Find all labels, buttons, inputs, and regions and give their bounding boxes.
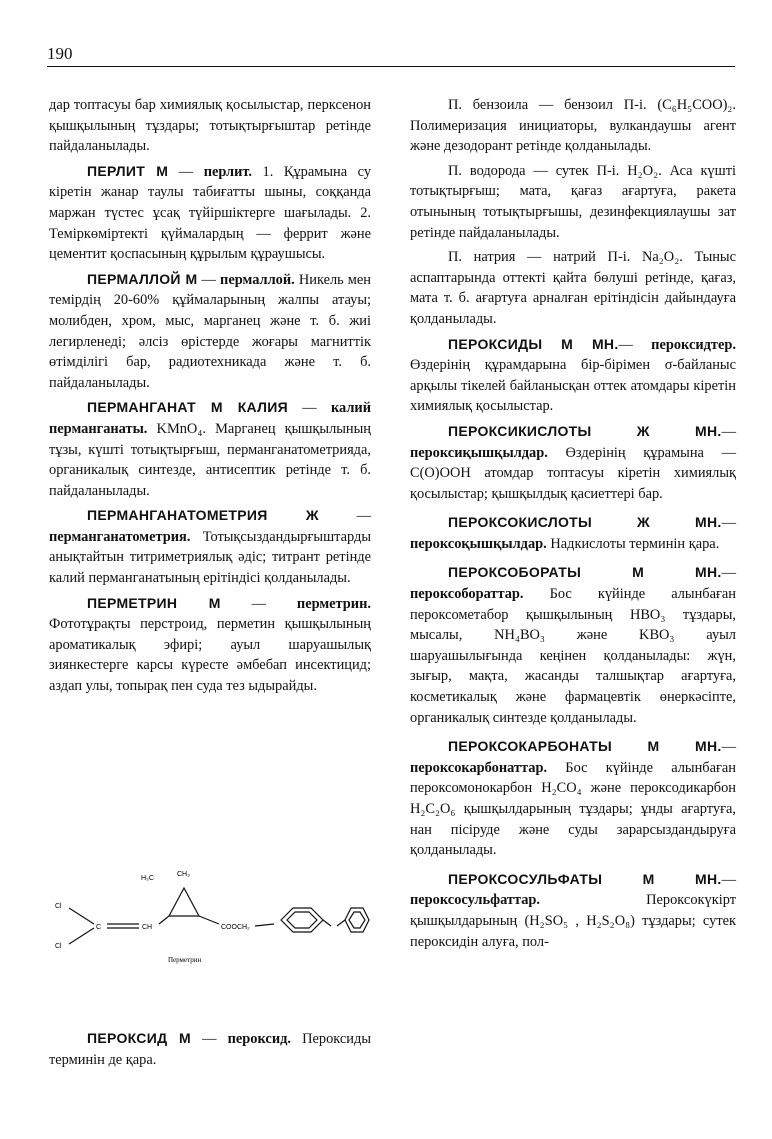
figure-caption: Перметрин bbox=[168, 956, 202, 964]
page-number: 190 bbox=[47, 44, 73, 63]
translation: пероксобораттар. bbox=[410, 586, 524, 603]
label-cl-bottom: Cl bbox=[55, 943, 62, 950]
dash: — bbox=[220, 595, 297, 612]
translation: пероксиқышқылдар. bbox=[410, 444, 548, 461]
entry-continued bbox=[49, 95, 371, 157]
entry-peroxyacids bbox=[410, 421, 736, 504]
dash: — bbox=[721, 565, 736, 582]
entry-text: Пероксиды терминін де қара. bbox=[49, 1031, 371, 1068]
entry-text: дар топтасуы бар химиялық қосылыстар, перксенон қышқылының тұздары; тотықтырғыштар ретінде пайдаланылады. bbox=[49, 97, 371, 155]
entry-text: Надкислоты терминін қара. bbox=[546, 535, 720, 552]
entry-text: Өздерінің құрамдарына бір-бірімен σ-байланыс арқылы тікелей байланысқан оттек атомдары кіретін химиялық қосылыстар. bbox=[410, 357, 736, 415]
headword: ПЕРОКСИД М bbox=[87, 1030, 192, 1046]
subentry-hydrogen bbox=[410, 161, 736, 243]
entry-peroxides bbox=[410, 334, 736, 417]
dash: — bbox=[721, 871, 736, 888]
label-h3c: H₃C bbox=[141, 875, 154, 882]
headword: ПЕРОКСОКИСЛОТЫ Ж МН. bbox=[448, 514, 722, 531]
headword: ПЕРОКСИКИСЛОТЫ Ж МН. bbox=[448, 422, 722, 439]
entry-permalloy bbox=[49, 269, 371, 394]
left-column-bottom bbox=[49, 1028, 371, 1074]
label-cooch2: COOCH₂ bbox=[221, 924, 250, 931]
headword: ПЕРМАНГАНАТ М КАЛИЯ bbox=[87, 399, 288, 416]
entry-text: 1. Құрамына су кіретін жанар таулы табиғатты шыны, соққанда маржан түстес ұсақ түйіршіктерге шағылады. 2. Теміркөміртекті қүймалардың — феррит және цементит қоспасының құрылым құраушысы. bbox=[49, 163, 372, 263]
label-c: C bbox=[96, 924, 102, 931]
headword: ПЕРОКСИДЫ М МН. bbox=[448, 335, 619, 352]
structure-diagram bbox=[49, 862, 371, 987]
translation: калий перманганаты. bbox=[49, 400, 371, 437]
headword: ПЕРОКСОСУЛЬФАТЫ М МН. bbox=[448, 870, 722, 887]
headword: ПЕРМАЛЛОЙ М bbox=[87, 270, 198, 287]
entry-text: Фототұрақты перстроид, перметин қышқылының ароматикалық эфирі; ауыл шаруашылық зиянкестерге карсы күресте әмбебап инсектицид; аздап улы, топырақ пен суда тез ыдырайды. bbox=[49, 616, 371, 695]
entry-text: Бос күйінде алынбаған пероксомонокарбон H₂CO₄ және пероксодикарбон H₂C₂O₆ қышқылдарының тұздары; ұнды ағартуға, нан пісіруде және суды зарарсыздандыруға қолданылады. bbox=[410, 759, 736, 859]
label-ch3: CH₃ bbox=[177, 871, 190, 878]
permethrin-structure-figure bbox=[49, 862, 371, 987]
entry-peroxide bbox=[49, 1028, 371, 1070]
subentry-benzoyl bbox=[410, 95, 736, 157]
dash: — bbox=[287, 400, 331, 417]
header-rule bbox=[47, 66, 735, 67]
label-cl-top: Cl bbox=[55, 903, 62, 910]
entry-text: П. бензоила — бензоил П-і. (C₆H₅COO)₂. Полимеризация инициаторы, вулкандаушы агент және дезодорант ретінде қолданылады. bbox=[410, 97, 736, 155]
entry-text: Тотықсыздандырғыштарды анықтайтын титриметриялық әдіс; титрант ретінде калий перманганатының ерітіндісі қолданылады. bbox=[49, 528, 371, 587]
entry-text: Пероксокүкірт қышқылдарының (H₂SO₅ , H₂S₂O₈) тұздары; сутек пероксидін алуға, пол- bbox=[410, 892, 736, 950]
dash: — bbox=[618, 336, 652, 353]
entry-text: П. натрия — натрий П-і. Na₂O₂. Тыныс аспаптарында оттекті қайта бөлуші ретінде, қағаз, мата т. б. ағартуға арналған ерітіндісін дайындауға қолданылады. bbox=[410, 249, 736, 327]
entry-text: Бос күйінде алынбаған пероксометабор қышқылының HBO₃ тұздары, мысалы, NH₄BO₃ және KBO₃ ауыл шаруашылығында кеңінен қолданылады: жүн, зығыр, мақта, жасанды талшықтар ағартуға, косметикалық және фармацевтік өнеркәсіпте, органикалық синтезде қолданылады. bbox=[410, 586, 736, 726]
headword: ПЕРМЕТРИН М bbox=[87, 594, 221, 611]
translation: перлит. bbox=[203, 163, 252, 180]
dash: — bbox=[721, 515, 736, 532]
dash: — bbox=[197, 271, 221, 288]
dash: — bbox=[168, 163, 204, 180]
entry-peroxoborates bbox=[410, 562, 736, 728]
label-ch: CH bbox=[142, 924, 153, 931]
translation: пероксокарбонаттар. bbox=[410, 759, 548, 776]
headword: ПЕРЛИТ М bbox=[87, 162, 169, 179]
dash: — bbox=[721, 739, 736, 756]
right-column bbox=[410, 95, 736, 956]
translation: пероксид. bbox=[227, 1031, 291, 1047]
headword: ПЕРОКСОКАРБОНАТЫ М МН. bbox=[448, 738, 722, 755]
translation: пероксоқышқылдар. bbox=[410, 535, 547, 552]
headword: ПЕРОКСОБОРАТЫ М МН. bbox=[448, 564, 722, 581]
translation: пероксидтер. bbox=[651, 336, 736, 353]
entry-peroxoacids bbox=[410, 512, 736, 554]
entry-peroxosulfates bbox=[410, 869, 736, 952]
entry-permanganate bbox=[49, 397, 371, 501]
translation: перманганатометрия. bbox=[49, 528, 191, 545]
entry-text: KMnO₄. Марганец қышқылының тұзы, күшті тотықтырғыш, перманганатометрияда, органикалық синтезде, антисептик ретінде т. б. пайдаланылады. bbox=[49, 420, 371, 499]
entry-text: Өздерінің құрамына — C(O)OOH атомдар топтасуы кіретін химиялық қосылыстар; қышқылдық қасиеттері бар. bbox=[410, 444, 736, 502]
dash: — bbox=[191, 1031, 228, 1047]
entry-perlit bbox=[49, 161, 371, 265]
translation: пермаллой. bbox=[220, 271, 295, 288]
dash: — bbox=[318, 508, 371, 525]
entry-permanganatometry bbox=[49, 505, 371, 588]
dash: — bbox=[721, 423, 736, 440]
headword: ПЕРМАНГАНАТОМЕТРИЯ Ж bbox=[87, 507, 319, 524]
translation: перметрин. bbox=[296, 595, 371, 612]
left-column bbox=[49, 95, 371, 701]
entry-peroxocarbonates bbox=[410, 736, 736, 861]
entry-text: Никель мен темірдің 20-60% құймаларының жалпы атауы; молибден, хром, мыс, марганец және т. б. жиі легирленеді; әлсіз өрістерде жоғары магниттік өтімділігі бар, радиотехникада және т. б. пайдаланылады. bbox=[49, 271, 372, 391]
entry-permethrin bbox=[49, 593, 371, 697]
entry-text: П. водорода — сутек П-і. H₂O₂. Аса күшті тотықтырғыш; мата, қағаз ағартуға, ракета отынының тотықтырғышы, дезинфекциялаушы зат ретінде пайдаланылады. bbox=[410, 162, 736, 241]
translation: пероксосульфаттар. bbox=[410, 892, 540, 909]
subentry-sodium bbox=[410, 247, 736, 329]
